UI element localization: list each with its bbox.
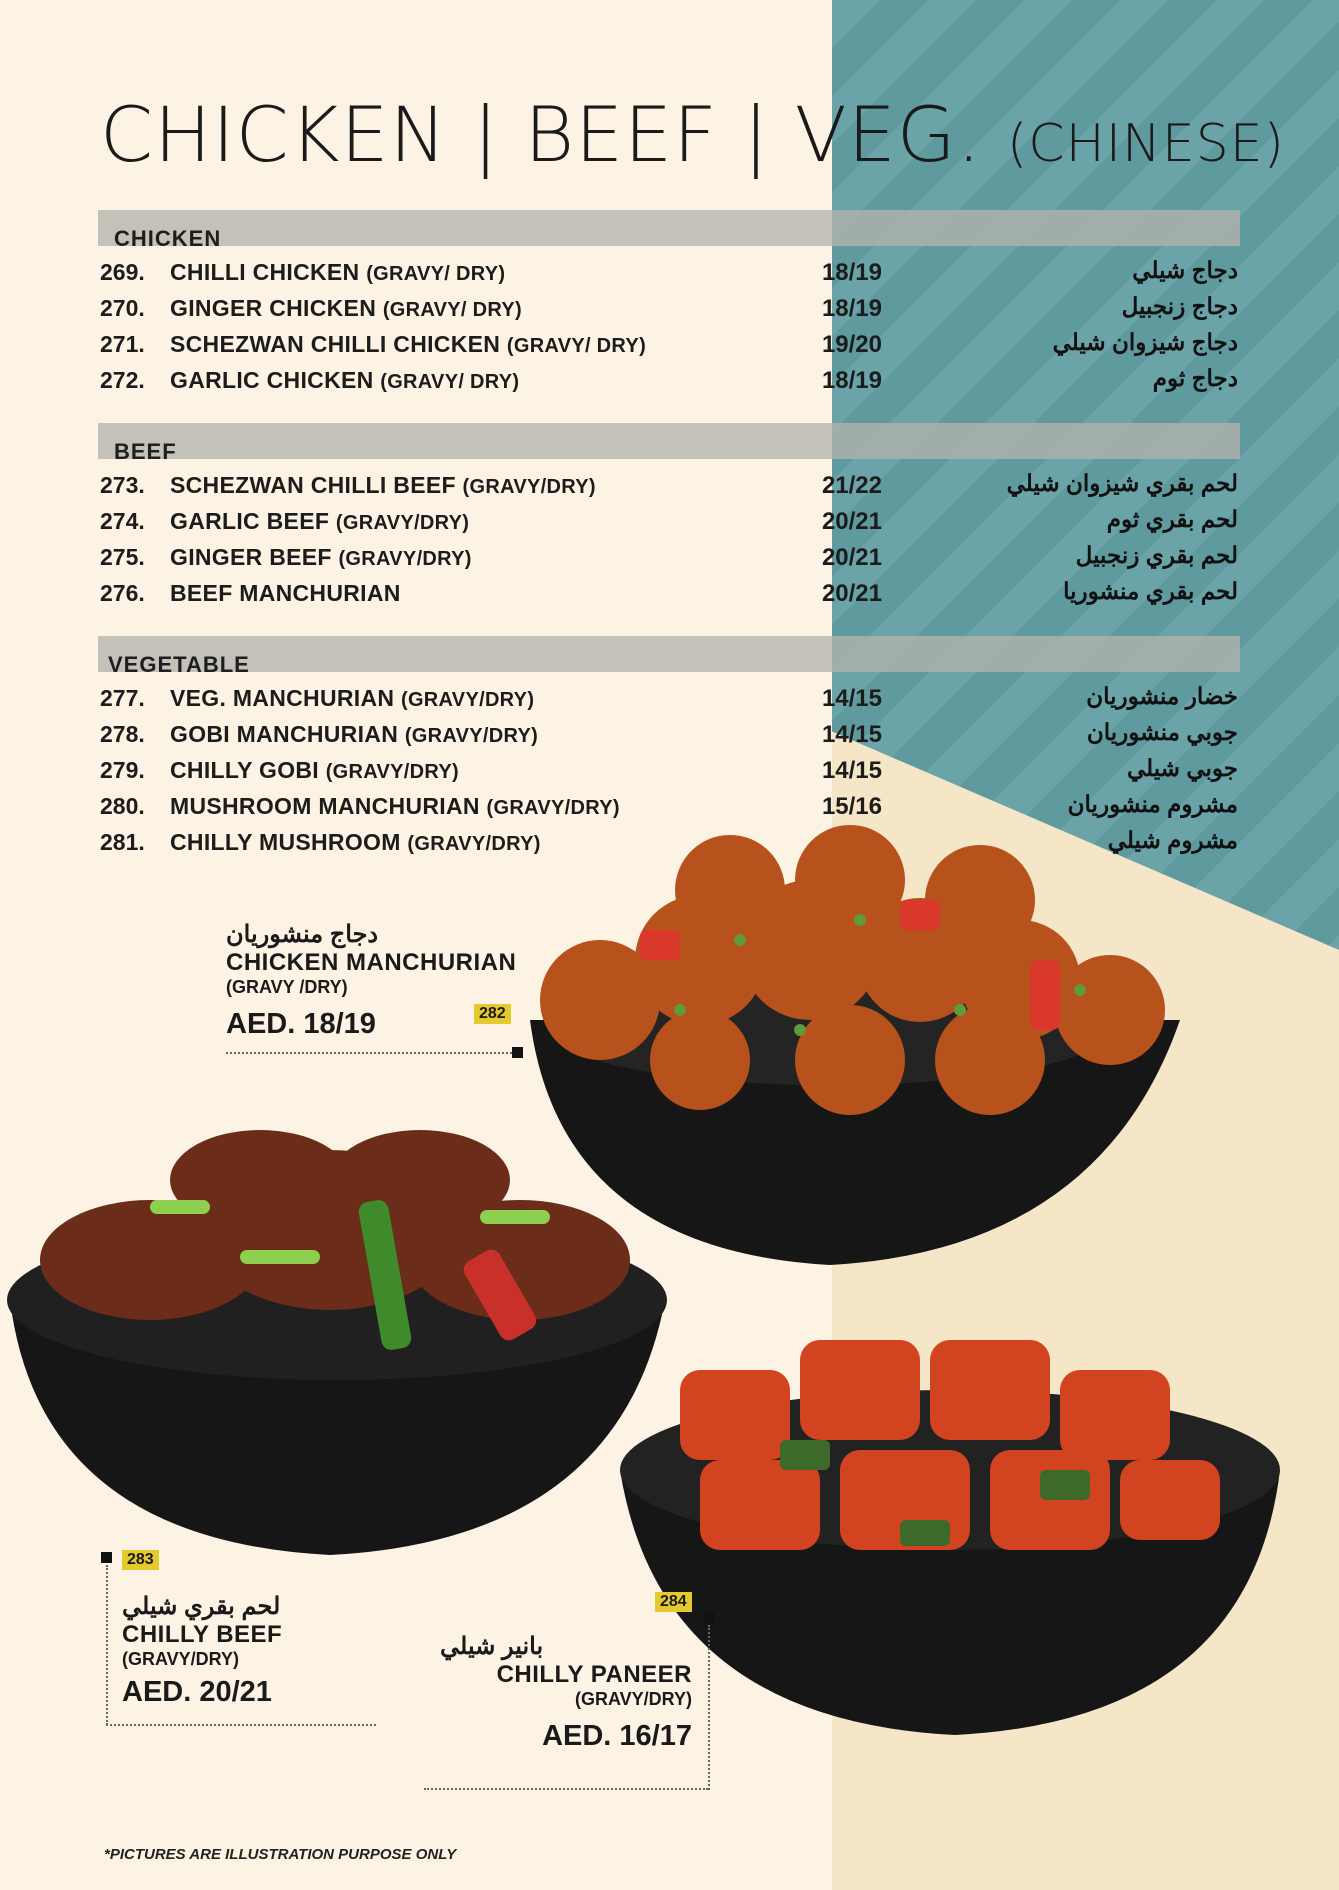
item-price: 18/19 [821, 367, 882, 394]
section-label: CHICKEN [114, 226, 222, 251]
featured-note: (GRAVY/DRY) [575, 1689, 692, 1709]
item-name: GARLIC BEEF (GRAVY/DRY) [170, 508, 470, 534]
item-number: 271. [100, 331, 145, 357]
item-number: 273. [100, 472, 145, 498]
featured-name-arabic: لحم بقري شيلي [122, 1593, 281, 1620]
featured-price: AED. 20/21 [122, 1676, 272, 1708]
item-number: 280. [100, 793, 145, 819]
item-number-tag: 282 [474, 1004, 511, 1024]
item-price: 20/21 [821, 580, 882, 607]
item-name: CHILLY MUSHROOM (GRAVY/DRY) [170, 829, 541, 855]
item-number: 276. [100, 580, 145, 606]
featured-item-chilly-paneer [440, 1632, 692, 1753]
item-number: 278. [100, 721, 145, 747]
item-price: 14/15 [821, 721, 882, 748]
item-name: GARLIC CHICKEN (GRAVY/ DRY) [170, 367, 520, 393]
featured-price: AED. 16/17 [542, 1720, 692, 1752]
divider [424, 1788, 708, 1790]
item-name-arabic: جوبي منشوريان [1086, 719, 1238, 745]
item-number: 270. [100, 295, 145, 321]
divider [106, 1565, 108, 1725]
page-title: CHICKEN | BEEF | VEG. (CHINESE) [100, 90, 1285, 179]
item-name: GOBI MANCHURIAN (GRAVY/DRY) [170, 721, 539, 747]
item-price: 15/16 [821, 793, 882, 820]
featured-note: (GRAVY /DRY) [226, 977, 348, 997]
item-name-arabic: دجاج شيزوان شيلي [1052, 329, 1238, 355]
divider [226, 1052, 516, 1054]
section-label: VEGETABLE [108, 652, 250, 677]
item-price: 21/22 [821, 472, 882, 499]
item-number-tag: 284 [655, 1592, 692, 1612]
featured-name-arabic: دجاج منشوريان [226, 921, 379, 948]
item-number: 272. [100, 367, 145, 393]
item-number: 277. [100, 685, 145, 711]
item-number-tag: 283 [122, 1550, 159, 1570]
divider [106, 1724, 376, 1726]
chicken-manchurian-bowl-image [530, 825, 1180, 1265]
item-number: 279. [100, 757, 145, 783]
item-number: 269. [100, 259, 145, 285]
marker-square [704, 1613, 715, 1624]
item-number: 274. [100, 508, 145, 534]
item-name-arabic: مشروم شيلي [1107, 827, 1238, 853]
item-name-arabic: لحم بقري زنجبيل [1075, 542, 1238, 568]
item-name: GINGER BEEF (GRAVY/DRY) [170, 544, 472, 570]
section-label: BEEF [114, 439, 177, 464]
item-price: 20/21 [821, 544, 882, 571]
item-name: SCHEZWAN CHILLI CHICKEN (GRAVY/ DRY) [170, 331, 647, 357]
featured-name-arabic: بانير شيلي [440, 1633, 544, 1660]
chilly-beef-bowl-image [7, 1130, 667, 1555]
item-name-arabic: لحم بقري شيزوان شيلي [1006, 470, 1238, 496]
featured-item-chilly-beef [122, 1592, 282, 1709]
marker-square [101, 1552, 112, 1563]
item-number: 281. [100, 829, 145, 855]
divider [708, 1625, 710, 1790]
featured-name: CHILLY BEEF [122, 1621, 283, 1648]
featured-name: CHICKEN MANCHURIAN [226, 949, 517, 976]
item-name-arabic: دجاج ثوم [1152, 365, 1238, 391]
item-name: CHILLI CHICKEN (GRAVY/ DRY) [170, 259, 506, 285]
item-price: 14/15 [821, 685, 882, 712]
item-price: 19/20 [821, 331, 882, 358]
item-name: VEG. MANCHURIAN (GRAVY/DRY) [170, 685, 535, 711]
item-name-arabic: مشروم منشوريان [1067, 791, 1238, 817]
item-name: SCHEZWAN CHILLI BEEF (GRAVY/DRY) [170, 472, 596, 498]
item-price: 18/19 [821, 295, 882, 322]
item-name-arabic: خضار منشوريان [1086, 683, 1238, 709]
item-price: 14/15 [821, 757, 882, 784]
item-number: 275. [100, 544, 145, 570]
featured-note: (GRAVY/DRY) [122, 1649, 239, 1669]
chilly-paneer-bowl-image [620, 1340, 1280, 1735]
featured-item-chicken-manchurian [226, 920, 516, 1041]
item-name-arabic: جوبي شيلي [1126, 755, 1238, 781]
featured-name: CHILLY PANEER [496, 1661, 692, 1688]
item-name-arabic: لحم بقري ثوم [1106, 506, 1238, 532]
item-price: 18/19 [821, 259, 882, 286]
marker-square [512, 1047, 523, 1058]
item-name: MUSHROOM MANCHURIAN (GRAVY/DRY) [170, 793, 620, 819]
item-name-arabic: دجاج شيلي [1132, 257, 1238, 283]
item-name: GINGER CHICKEN (GRAVY/ DRY) [170, 295, 522, 321]
item-name: BEEF MANCHURIAN [170, 580, 401, 606]
item-name-arabic: لحم بقري منشوريا [1063, 578, 1238, 604]
item-price: 20/21 [821, 508, 882, 535]
footnote: *PICTURES ARE ILLUSTRATION PURPOSE ONLY [104, 1846, 457, 1863]
item-name: CHILLY GOBI (GRAVY/DRY) [170, 757, 460, 783]
item-name-arabic: دجاج زنجبيل [1121, 293, 1238, 319]
featured-price: AED. 18/19 [226, 1008, 376, 1040]
